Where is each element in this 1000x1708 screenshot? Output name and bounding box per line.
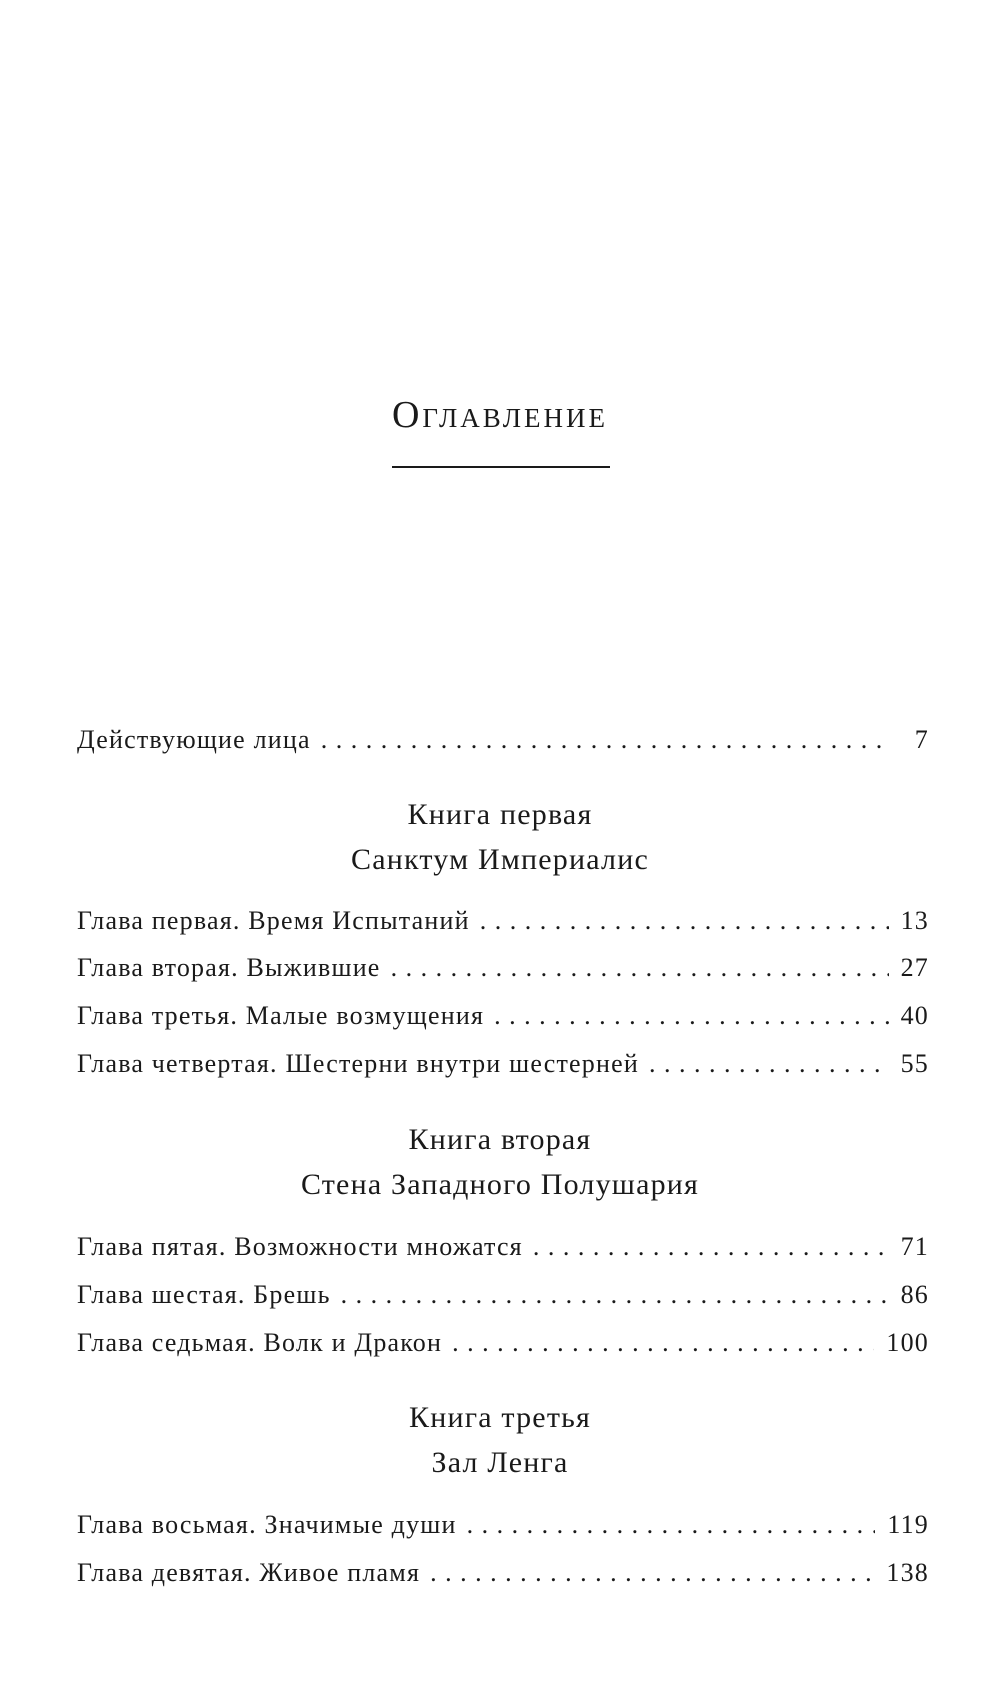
book-one-label: Книга первая (407, 798, 593, 831)
book-three-label: Книга третья (408, 1401, 592, 1434)
toc-entry-page: 138 (886, 1558, 929, 1587)
toc-entry-label: Действующие лица (77, 725, 311, 754)
toc-leader-dots (467, 1512, 876, 1538)
toc-entry-page: 7 (914, 725, 929, 754)
toc-entry-chapter-4[interactable] (77, 1051, 929, 1077)
toc-entry-label: Глава первая. Время Испытаний (77, 906, 470, 935)
toc-leader-dots (494, 1003, 888, 1029)
toc-entry-chapter-2[interactable] (77, 955, 929, 981)
toc-leader-dots (341, 1282, 889, 1308)
toc-entry-label: Глава шестая. Брешь (77, 1280, 331, 1309)
page-title: Оглавление (391, 394, 609, 436)
toc-entry-page: 71 (900, 1232, 929, 1261)
title-rule (392, 466, 610, 468)
toc-entry-label: Глава восьмая. Значимые души (77, 1510, 457, 1539)
toc-entry-chapter-5[interactable] (77, 1234, 929, 1260)
toc-entry-chapter-9[interactable] (77, 1560, 929, 1586)
toc-entry-chapter-3[interactable] (77, 1003, 929, 1029)
toc-leader-dots (533, 1234, 889, 1260)
toc-entry-preface[interactable] (77, 727, 929, 753)
toc-entry-page: 119 (887, 1510, 929, 1539)
book-two-title: Стена Западного Полушария (300, 1168, 700, 1201)
toc-leader-dots (430, 1560, 874, 1586)
toc-leader-dots (321, 727, 891, 753)
toc-entry-chapter-1[interactable] (77, 908, 929, 934)
toc-entry-label: Глава седьмая. Волк и Дракон (77, 1328, 443, 1357)
toc-entry-page: 55 (900, 1049, 929, 1078)
toc-entry-page: 40 (900, 1001, 929, 1030)
toc-leader-dots (649, 1051, 889, 1077)
toc-leader-dots (391, 955, 889, 981)
book-three-title: Зал Ленга (431, 1446, 569, 1479)
toc-entry-page: 86 (900, 1280, 929, 1309)
toc-leader-dots (452, 1330, 874, 1356)
toc-entry-page: 27 (900, 953, 929, 982)
toc-entry-page: 13 (900, 906, 929, 935)
toc-leader-dots (480, 908, 889, 934)
toc-entry-label: Глава вторая. Выжившие (77, 953, 381, 982)
book-one-title: Санктум Империалис (351, 843, 649, 876)
toc-entry-label: Глава четвертая. Шестерни внутри шестерней (77, 1049, 639, 1078)
toc-entry-label: Глава пятая. Возможности множатся (77, 1232, 523, 1261)
toc-entry-label: Глава третья. Малые возмущения (77, 1001, 485, 1030)
toc-entry-chapter-6[interactable] (77, 1282, 929, 1308)
book-two-label: Книга вторая (408, 1123, 592, 1156)
toc-entry-chapter-7[interactable] (77, 1330, 929, 1356)
toc-entry-label: Глава девятая. Живое пламя (77, 1558, 421, 1587)
toc-entry-chapter-8[interactable] (77, 1512, 929, 1538)
toc-entry-page: 100 (886, 1328, 929, 1357)
